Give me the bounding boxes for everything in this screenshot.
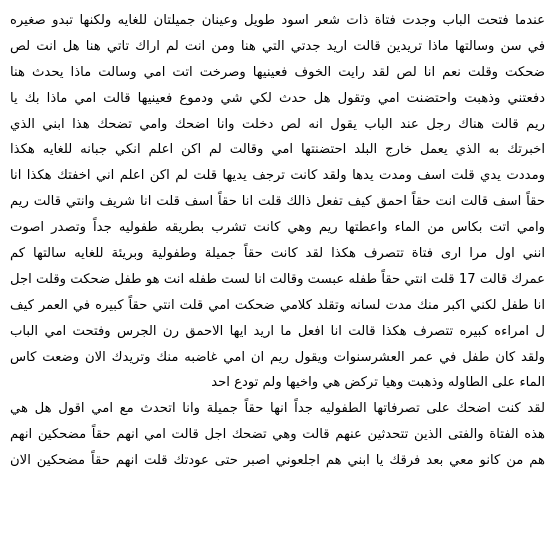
text-line-16: لقد كنت اضحك على تصرفاتها الطفوليه جداً انها حقاً جميلة وانا اتحدث مع امي اقول هل هي xyxy=(10,401,545,417)
text-line-13: ل امراءه كبيره تتصرف هكذا قالت انا افعل ما اريد ايها الاحمق رن الجرس وفتحت امي الباب xyxy=(10,323,545,339)
text-line-1: عندما فتحت الباب وجدت فتاة ذات شعر اسود طويل وعينان جميلتان للغايه ولكنها تبدو صغيره xyxy=(10,13,545,28)
text-line-12: انا طفل لكني اكبر منك مدت لسانه وتقلد كلامي ضحكت امي قلت انتي حقاً كبيره في العمر كيف xyxy=(10,297,545,313)
text-line-15: الماء على الطاوله وذهبت وهيا تركض هي واخيها ولم تودع احد xyxy=(211,375,545,391)
text-line-8: حقاً اسف قالت انت حقاً احمق كيف تفعل ذالك قلت انا حقاً اسف قلت انا شريف وانتي قالت ريم xyxy=(10,194,545,210)
text-line-5: ريم قالت هناك رجل عند الباب يقول انه لص دخلت وانا اضحك وامي تضحك هذا ابني الذي xyxy=(10,116,545,132)
text-line-7: ومددت يدي قلت اسف ومدت يدها ولقد كانت ترجف يديها قلت لم اكن اعلم اني اخفتك هكذا انا xyxy=(10,168,545,184)
text-line-6: اخبرتك به الذي يعمل خارج البلد احتضنتها امي وقالت لم اكن اعلم انكي جبانه للغايه هكذا xyxy=(10,142,545,158)
text-line-4: دفعتني وذهبت واحتضنت امي وتقول هل حدث لكي شي ودموع فعينيها قالت امي ماذا بك يا xyxy=(10,90,545,106)
text-line-14: ولقد كان طفل في عمر العشرسنوات ويقول ريم ان امي غاضبه منك وتريدك الان وضعت كاس xyxy=(10,349,545,365)
text-line-2: في سن وسالتها ماذا تريدين قالت اريد جدتي التي هنا ومن انت لم اراك تاتي هنا هل انت لص xyxy=(10,38,545,54)
text-line-3: ضحكت وقلت نعم انا لص لقد رايت الخوف فعينيها وصرخت اتت امي وسالت ماذا يحدث هنا xyxy=(10,64,545,80)
text-line-18: هم من كانو معي بعد فرقك يا ابني هم اجلعوني اصبر حتى عودتك قلت انهم حقاً مضحكين الان xyxy=(10,453,545,469)
text-line-9: وامي اتت بكاس من الماء واعطتها ريم وهي كانت تشرب بطريقه طفوليه جداً وتصدر اصوت xyxy=(10,220,545,236)
text-line-11: عمرك قالت 17 قلت انتي حقاً طفله عبست وقالت انا لست طفله انت هو طفل ضحكت وقلت اجل xyxy=(10,271,545,287)
story-text xyxy=(10,8,545,474)
text-line-10: انني اول مرا ارى فتاة تتصرف هكذا لقد كانت حقاً جميلة وطفولية وبريئة للغايه سالتها كم xyxy=(10,246,545,262)
text-line-17: هذه الفتاة والفتى الذين تتحدثين عنهم قالت وهي تضحك اجل قالت امي انهم حقاً مضحكين انهم xyxy=(10,427,545,443)
